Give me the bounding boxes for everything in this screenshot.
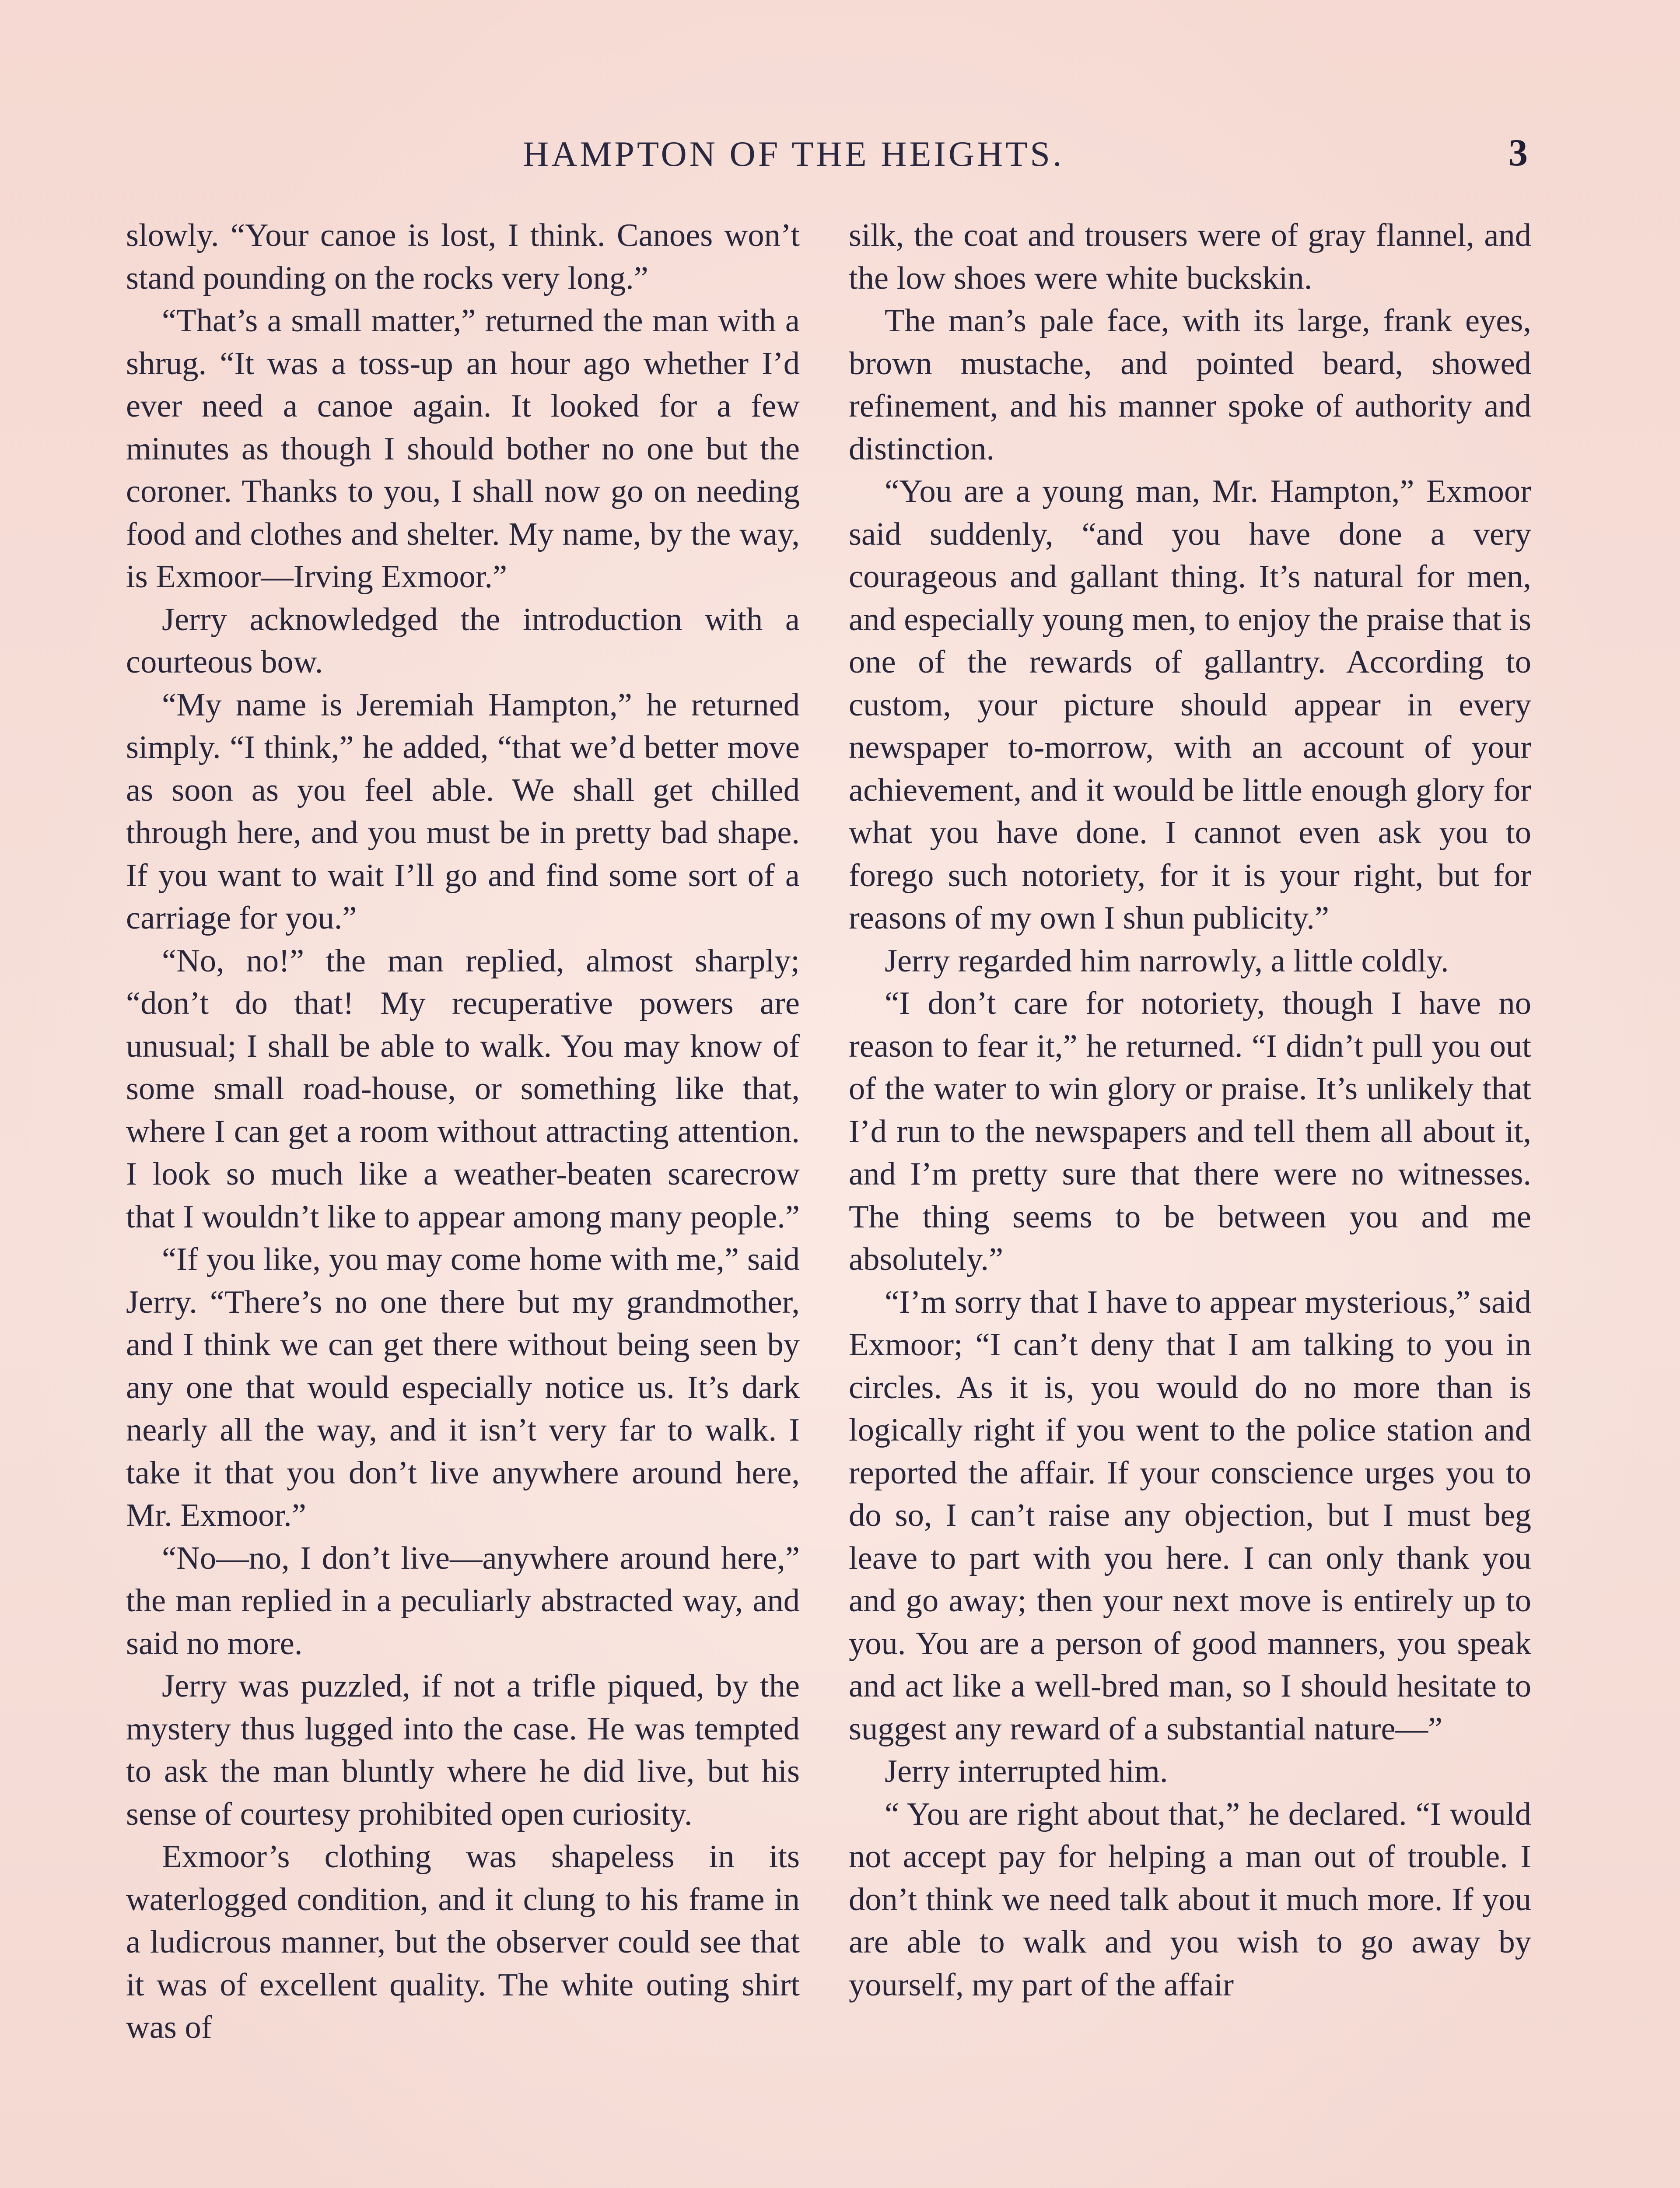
paragraph: Jerry regarded him narrowly, a little coldly. <box>885 943 1449 979</box>
paragraph: “You are a young man, Mr. Hampton,” Exmoor said suddenly, “and you have done a very courageous and gallant thing. It’s natural for men, and especially young men, to enjoy the praise that is one of the rewards of gallantry. According to custom, your picture should appear in every newspaper to-morrow, with an account of your achievement, and it would be little enough glory for what you have done. I cannot even ask you to forego such notoriety, for it is your right, but for reasons of my own I shun publicity.” <box>849 473 1531 936</box>
paragraph: “No, no!” the man replied, almost sharply; “don’t do that! My recuperative powers are unusual; I shall be able to walk. You may know of some small road-house, or something like that, where I can get a room without attracting attention. I look so much like a weather-beaten scarecrow that I wouldn’t like to appear among many people.” <box>126 943 800 1235</box>
paragraph: Jerry was puzzled, if not a trifle piqued, by the mystery thus lugged into the case. He was tempted to ask the man bluntly where he did live, but his sense of courtesy prohibited open curiosity. <box>126 1668 800 1832</box>
page-number: 3 <box>1508 132 1530 174</box>
paragraph: The man’s pale face, with its large, frank eyes, brown mustache, and pointed beard, showed refinement, and his manner spoke of authority and distinction. <box>849 303 1531 467</box>
paragraph: Exmoor’s clothing was shapeless in its waterlogged condition, and it clung to his frame in a ludicrous manner, but the observer could see that it was of excellent quality. The white outing shirt was of <box>126 1839 800 2045</box>
right-column <box>849 214 1531 2006</box>
paragraph: “No—no, I don’t live—anywhere around here,” the man replied in a peculiarly abstracted way, and said no more. <box>126 1540 800 1662</box>
paragraph: “I’m sorry that I have to appear mysterious,” said Exmoor; “I can’t deny that I am talking to you in circles. As it is, you would do no more than is logically right if you went to the police station and reported the affair. If your conscience urges you to do so, I can’t raise any objection, but I must beg leave to part with you here. I can only thank you and go away; then your next move is entirely up to you. You are a person of good manners, you speak and act like a well-bred man, so I should hesitate to suggest any reward of a substantial nature—” <box>849 1284 1531 1747</box>
paragraph: “My name is Jeremiah Hampton,” he returned simply. “I think,” he added, “that we’d better move as soon as you feel able. We shall get chilled through here, and you must be in pretty bad shape. If you want to wait I’ll go and find some sort of a carriage for you.” <box>126 687 800 936</box>
paragraph: “I don’t care for notoriety, though I have no reason to fear it,” he returned. “I didn’t pull you out of the water to win glory or praise. It’s unlikely that I’d run to the newspapers and tell them all about it, and I’m pretty sure that there were no witnesses. The thing seems to be between you and me absolutely.” <box>849 985 1531 1277</box>
paragraph: Jerry acknowledged the introduction with a courteous bow. <box>126 601 800 680</box>
paragraph: “ You are right about that,” he declared. “I would not accept pay for helping a man out of trouble. I don’t think we need talk about it much more. If you are able to walk and you wish to go away by yourself, my part of the affair <box>849 1796 1531 2003</box>
running-title: HAMPTON OF THE HEIGHTS. <box>523 134 1064 174</box>
paragraph: silk, the coat and trousers were of gray flannel, and the low shoes were white buckskin. <box>849 217 1531 296</box>
paragraph: “If you like, you may come home with me,” said Jerry. “There’s no one there but my grandmother, and I think we can get there without being seen by any one that would especially notice us. It’s dark nearly all the way, and it isn’t very far to walk. I take it that you don’t live anywhere around here, Mr. Exmoor.” <box>126 1241 800 1533</box>
paragraph: Jerry interrupted him. <box>885 1753 1168 1789</box>
paragraph: “That’s a small matter,” returned the man with a shrug. “It was a toss-up an hour ago whether I’d ever need a canoe again. It looked for a few minutes as though I should bother no one but the coroner. Thanks to you, I shall now go on needing food and clothes and shelter. My name, by the way, is Exmoor—Irving Exmoor.” <box>126 303 800 595</box>
left-column <box>126 214 800 2049</box>
paragraph: slowly. “Your canoe is lost, I think. Canoes won’t stand pounding on the rocks very long.” <box>126 217 800 296</box>
